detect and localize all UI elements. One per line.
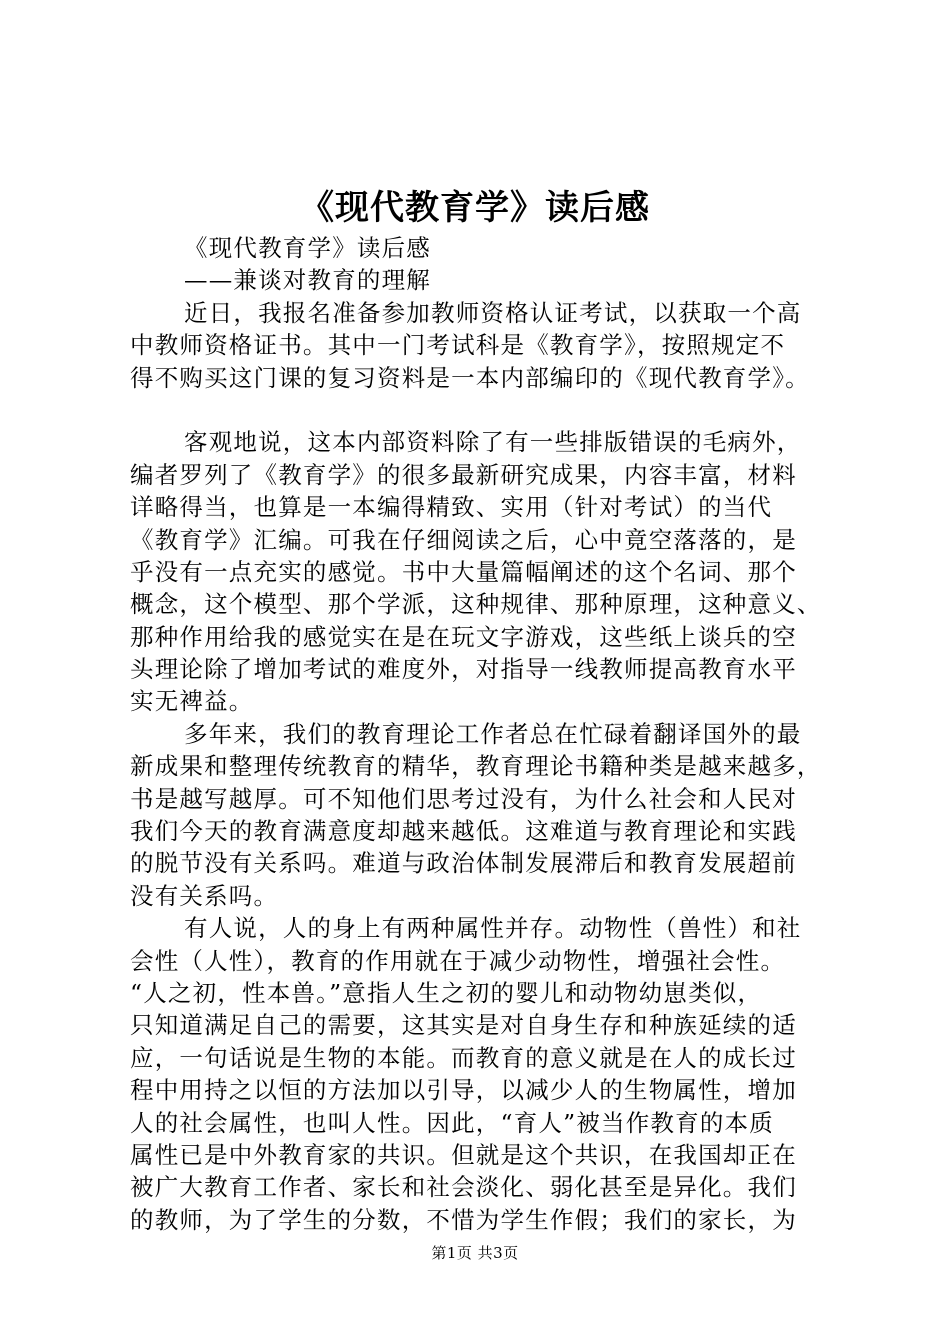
paragraph-line: 人的社会属性，也叫人性。因此，“育人”被当作教育的本质: [130, 1108, 774, 1137]
paragraph-line: “人之初，性本兽。”意指人生之初的婴儿和动物幼崽类似，: [130, 978, 763, 1007]
paragraph-line: 头理论除了增加考试的难度外，对指导一线教师提高教育水平: [130, 655, 797, 684]
paragraph-line: 的脱节没有关系吗。难道与政治体制发展滞后和教育发展超前: [130, 849, 797, 878]
paragraph-line: 编者罗列了《教育学》的很多最新研究成果，内容丰富，材料: [130, 460, 797, 489]
paragraph-line: 得不购买这门课的复习资料是一本内部编印的《现代教育学》。: [130, 363, 810, 392]
paragraph-line: 的教师，为了学生的分数，不惜为学生作假；我们的家长，为: [130, 1205, 797, 1234]
paragraph-line: 属性已是中外教育家的共识。但就是这个共识，在我国却正在: [130, 1140, 797, 1169]
paragraph-line: 详略得当，也算是一本编得精致、实用（针对考试）的当代: [130, 493, 773, 522]
document-title: 《现代教育学》读后感: [300, 188, 650, 228]
paragraph-line: 新成果和整理传统教育的精华，教育理论书籍种类是越来越多，: [130, 752, 822, 781]
paragraph-line: 会性（人性），教育的作用就在于减少动物性，增强社会性。: [130, 946, 786, 975]
paragraph-line: 概念，这个模型、那个学派，这种规律、那种原理，这种意义、: [130, 590, 822, 619]
document-body: [130, 232, 830, 1236]
paragraph-line: 程中用持之以恒的方法加以引导，以减少人的生物属性，增加: [130, 1076, 797, 1105]
paragraph-line: 《教育学》汇编。可我在仔细阅读之后，心中竟空落落的，是: [130, 525, 797, 554]
paragraph-line: 中教师资格证书。其中一门考试科是《教育学》，按照规定不: [130, 331, 786, 360]
paragraph-line: 书是越写越厚。可不知他们思考过没有，为什么社会和人民对: [130, 784, 797, 813]
blank-line: [130, 394, 830, 426]
paragraph-line: 被广大教育工作者、家长和社会淡化、弱化甚至是异化。我们: [130, 1173, 797, 1202]
page-number: 第1页 共3页: [431, 1244, 519, 1262]
paragraph-line: 应，一句话说是生物的本能。而教育的意义就是在人的成长过: [130, 1043, 797, 1072]
paragraph-line: 多年来，我们的教育理论工作者总在忙碌着翻译国外的最: [184, 719, 802, 748]
paragraph-line: 实无裨益。: [130, 687, 254, 716]
subtitle: 《现代教育学》读后感: [184, 234, 431, 262]
paragraph-line: 有人说，人的身上有两种属性并存。动物性（兽性）和社: [184, 914, 802, 943]
paragraph-line: 乎没有一点充实的感觉。书中大量篇幅阐述的这个名词、那个: [130, 557, 797, 586]
paragraph-line: 客观地说，这本内部资料除了有一些排版错误的毛病外，: [184, 428, 802, 457]
paragraph-line: 那种作用给我的感觉实在是在玩文字游戏，这些纸上谈兵的空: [130, 622, 797, 651]
paragraph-line: 我们今天的教育满意度却越来越低。这难道与教育理论和实践: [130, 817, 797, 846]
paragraph-line: 没有关系吗。: [130, 881, 279, 910]
subtitle-line-2: ——兼谈对教育的理解: [184, 266, 431, 295]
paragraph-line: 只知道满足自己的需要，这其实是对自身生存和种族延续的适: [130, 1011, 797, 1040]
paragraph-line: 近日，我报名准备参加教师资格认证考试，以获取一个高: [184, 298, 802, 327]
